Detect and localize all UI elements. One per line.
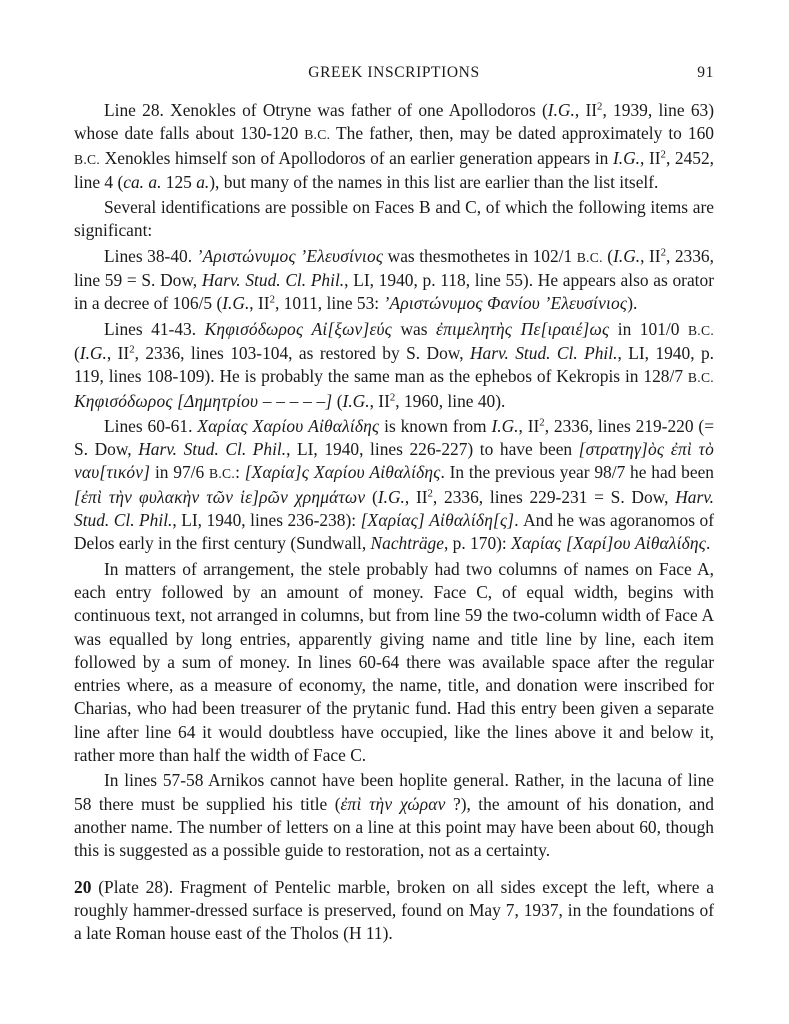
text-run: ). — [627, 293, 638, 314]
text-run: Lines 41-43. — [104, 318, 205, 339]
era-abbrev: B.C. — [576, 249, 603, 265]
superscript: 2 — [389, 391, 396, 404]
greek-text: [στρατηγ]ὸς ἐπὶ τὸ ναυ[τικόν] — [74, 439, 714, 483]
paragraph-line-28 — [74, 99, 714, 194]
text-run: ( — [365, 486, 378, 507]
text-run: , 1960, line 40). — [395, 390, 506, 411]
book-title: Nachträge — [370, 533, 444, 554]
greek-text: Κηφισόδωρος [Δημητρίου – – – – –] — [74, 390, 333, 411]
text-run: , LI, 1940, p. 118, line 55). He appears also as orator in a decree of 106/5 ( — [74, 270, 714, 314]
text-run: was — [391, 318, 437, 339]
text-run: ( — [602, 245, 614, 266]
greek-text: Κηφισόδωρος Αἰ[ξων]εύς — [204, 318, 392, 339]
italic-term: a. — [196, 171, 210, 192]
journal-title: Harv. Stud. Cl. Phil. — [201, 270, 345, 291]
era-abbrev: B.C. — [687, 322, 715, 338]
text-run: , II — [249, 293, 270, 314]
text-run: is known from — [379, 415, 492, 436]
superscript: 2 — [539, 416, 545, 429]
text-run: was thesmothetes in 102/1 — [383, 245, 577, 266]
greek-text: Χαρίας [Χαρί]ου Αἰθαλίδης — [511, 533, 707, 554]
citation-abbrev: I.G. — [222, 293, 250, 314]
body-text — [74, 99, 714, 945]
text-run: , LI, 1940, p. 119, lines 108-109). He is probably the same man as the ephebos of Kekropis in 128/7 — [74, 342, 715, 387]
citation-abbrev: I.G. — [491, 415, 519, 436]
text-run: , II — [640, 147, 661, 168]
citation-abbrev: I.G. — [377, 486, 405, 507]
superscript: 2 — [660, 246, 666, 259]
entry-number: 20 — [74, 876, 92, 897]
era-abbrev: B.C. — [209, 466, 236, 482]
greek-text: [Χαρία]ς Χαρίου Αἰθαλίδης — [244, 462, 441, 483]
greek-text: ἐπιμελητὴς Πε[ιραιέ]ως — [436, 318, 610, 339]
paragraph-lines-38-40 — [74, 245, 714, 316]
superscript: 2 — [597, 100, 603, 113]
paragraph-lines-60-61 — [74, 415, 714, 556]
entry-description: (Plate 28). Fragment of Pentelic marble, broken on all sides except the left, where a roughly hammer-dressed surface is preserved, found on May 7, 1937, in the foundations of a late Roman house east of the Tholos (H 11). — [74, 876, 714, 944]
text-run: , II — [106, 342, 130, 363]
text-run: in 97/6 — [150, 462, 210, 483]
text-run: , 2336, lines 219-220 (= S. Dow, — [74, 415, 715, 460]
text-run: , 1939, line 63) whose date falls about 130-120 — [74, 100, 714, 144]
paragraph-lines-57-58 — [74, 769, 714, 862]
text-run: ?), the amount of his donation, and another name. The number of letters on a line at this point may have been about 60, though this is suggested as a possible guide to restoration, not as a certainty. — [74, 793, 714, 861]
text-run: Line 28. Xenokles of Otryne was father of one Apollodoros ( — [104, 100, 548, 120]
greek-text: Χαρίας Χαρίου Αἰθαλίδης — [197, 415, 380, 436]
text-run: , II — [518, 415, 540, 436]
text-run: 125 — [161, 171, 197, 192]
superscript: 2 — [269, 293, 275, 306]
era-abbrev: B.C. — [74, 151, 101, 167]
catalog-entry-20 — [74, 876, 714, 946]
paragraph-arrangement: In matters of arrangement, the stele probably had two columns of names on Face A, each entry followed by an amount of money. Face C, of equal width, begins with continuous text, not arranged in columns, but from line 59 the two-column width of Face A was equalled by long entries, apparently giving name and title line by line, each item followed by a sum of money. In lines 60-64 there was available space after the regular entries where, as a measure of economy, the name, title, and donation were inscribed for Charias, who had been treasurer of the prytanic fund. Had this entry been given a separate line after line 64 it would doubtless have occupied, like the lines above it and below it, rather more than half the width of Face C. — [74, 558, 714, 766]
era-abbrev: B.C. — [687, 370, 714, 386]
text-run: , 2336, lines 229-231 = S. Dow, — [432, 486, 676, 507]
greek-text: [ἐπὶ τὴν φυλακὴν τῶν ἱε]ρῶν χρημάτων — [74, 486, 366, 507]
superscript: 2 — [427, 487, 433, 500]
greek-text: ’Αριστώνυμος Φανίου ’Ελευσίνιος — [383, 293, 628, 314]
text-run: , 1011, line 53: — [274, 293, 384, 314]
text-run: ( — [74, 342, 80, 363]
citation-abbrev: I.G. — [342, 390, 370, 411]
greek-text: [Χαρίας] Αἰθαλίδη[ς] — [360, 510, 515, 531]
text-run: , II — [640, 245, 661, 266]
text-run: In lines 57-58 Arnikos cannot have been hoplite general. Rather, in the lacuna of line 58 there must be supplied his title ( — [74, 770, 714, 814]
paragraph-lines-41-43 — [74, 318, 714, 413]
text-run: ( — [332, 390, 343, 411]
text-run: in 101/0 — [609, 318, 688, 339]
superscript: 2 — [129, 343, 135, 356]
citation-abbrev: I.G. — [612, 147, 641, 168]
paragraph-identifications: Several identifications are possible on Faces B and C, of which the following items are significant: — [74, 197, 714, 241]
italic-term: ca. a. — [123, 171, 162, 192]
text-run: ), but many of the names in this list are earlier than the list itself. — [209, 171, 659, 192]
citation-abbrev: I.G. — [613, 245, 641, 266]
text-run: , 2336, lines 103-104, as restored by S. Dow, — [134, 342, 470, 363]
text-run: . In the previous year 98/7 he had been — [440, 462, 714, 483]
page-number: 91 — [697, 64, 714, 81]
page-header — [74, 64, 714, 86]
journal-title: Harv. Stud. Cl. Phil. — [74, 486, 715, 531]
text-run: , II — [574, 100, 598, 120]
text-run: , II — [404, 486, 428, 507]
journal-title: Harv. Stud. Cl. Phil. — [138, 439, 287, 460]
text-run: . — [706, 533, 711, 554]
text-run: , 2452, line 4 ( — [74, 147, 715, 192]
text-run: Lines 38-40. — [104, 245, 197, 266]
text-run: The father, then, may be dated approximately to 160 — [330, 123, 714, 144]
text-run: , p. 170): — [443, 533, 512, 554]
text-run: , LI, 1940, lines 226-227) to have been — [286, 439, 579, 460]
greek-text: ’Αριστώνυμος ’Ελευσίνιος — [196, 245, 384, 266]
text-run: , 2336, line 59 = S. Dow, — [74, 245, 714, 291]
citation-abbrev: I.G. — [79, 342, 107, 363]
text-run: Lines 60-61. — [104, 415, 198, 436]
text-run: , II — [369, 390, 390, 411]
text-run: Xenokles himself son of Apollodoros of an earlier generation appears in — [100, 147, 613, 168]
text-run: . And he was agoranomos of Delos early in the first century (Sundwall, — [74, 510, 714, 554]
greek-text: ἐπὶ τὴν χώραν — [340, 793, 446, 814]
era-abbrev: B.C. — [304, 127, 331, 143]
journal-title: Harv. Stud. Cl. Phil. — [470, 342, 618, 363]
superscript: 2 — [660, 148, 666, 161]
text-run: , LI, 1940, lines 236-238): — [172, 510, 361, 531]
text-run: : — [235, 462, 245, 483]
citation-abbrev: I.G. — [547, 100, 575, 120]
running-head: GREEK INSCRIPTIONS — [308, 64, 480, 81]
